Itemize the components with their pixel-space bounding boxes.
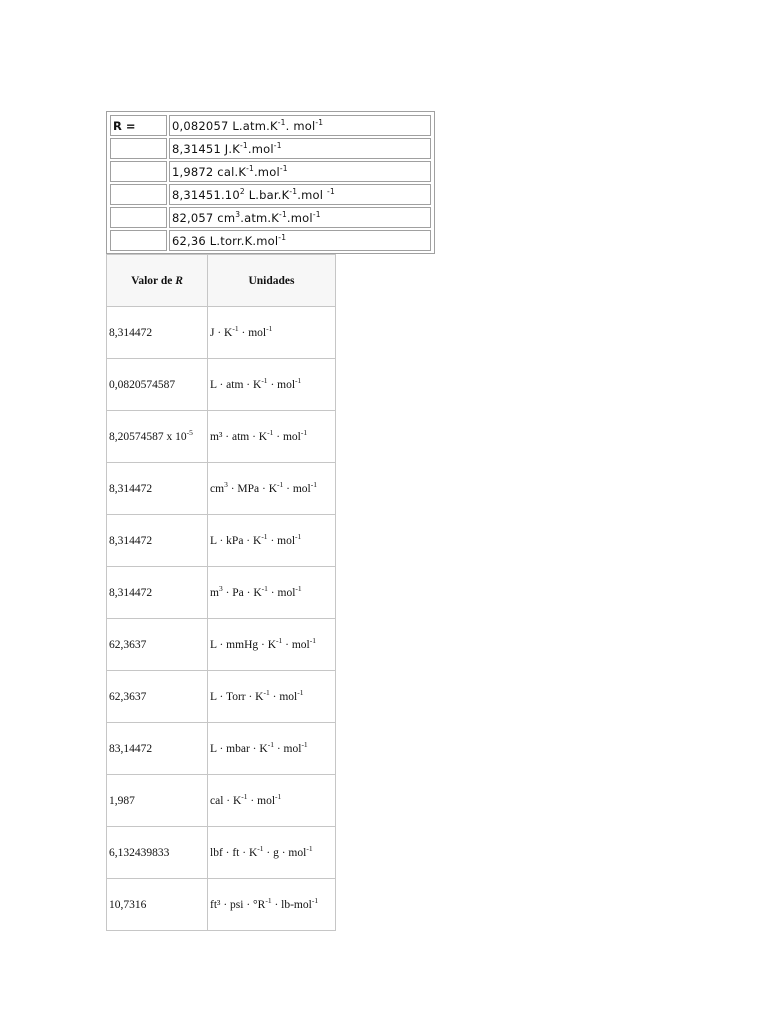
superscript: -1 bbox=[257, 843, 264, 853]
superscript: 3 bbox=[218, 583, 223, 593]
superscript: -1 bbox=[295, 375, 302, 385]
superscript: -1 bbox=[240, 140, 248, 150]
superscript: -1 bbox=[276, 635, 283, 645]
superscript: -1 bbox=[275, 791, 282, 801]
text-segment: · mol bbox=[269, 690, 298, 703]
text-segment: 6,132439833 bbox=[109, 846, 170, 859]
text-segment: · mol bbox=[267, 378, 296, 391]
text-segment: L.bar.K bbox=[244, 187, 290, 202]
text-segment: 62,3637 bbox=[109, 690, 147, 703]
superscript: -1 bbox=[267, 739, 274, 749]
r-constant-value bbox=[169, 207, 431, 228]
text-segment: .mol bbox=[247, 141, 274, 156]
table-row bbox=[107, 827, 336, 879]
r-label-empty bbox=[110, 138, 167, 159]
r-label: R = bbox=[110, 115, 167, 136]
superscript: -1 bbox=[295, 583, 302, 593]
r-value-cell bbox=[107, 515, 208, 567]
superscript: -1 bbox=[301, 739, 308, 749]
table-row bbox=[107, 515, 336, 567]
r-value-cell bbox=[107, 671, 208, 723]
text-segment: .atm.K bbox=[240, 210, 280, 225]
units-cell bbox=[208, 307, 336, 359]
text-segment: · mol bbox=[273, 430, 301, 443]
text-segment: 8,31451 J.K bbox=[172, 141, 240, 156]
units-cell bbox=[208, 671, 336, 723]
text-segment: 8,31451.10 bbox=[172, 187, 240, 202]
superscript: -1 bbox=[310, 479, 317, 489]
superscript: 2 bbox=[239, 186, 245, 196]
r-value-cell bbox=[107, 827, 208, 879]
r-row bbox=[110, 184, 431, 205]
superscript: -1 bbox=[297, 687, 304, 697]
text-segment: 0,082057 L.atm.K bbox=[172, 118, 278, 133]
r-value-cell bbox=[107, 411, 208, 463]
text-segment: lbf · ft · K bbox=[210, 846, 258, 859]
r-constant-value bbox=[169, 161, 431, 182]
table-row bbox=[107, 307, 336, 359]
header-row bbox=[107, 255, 336, 307]
r-label-empty bbox=[110, 207, 167, 228]
table-row bbox=[107, 723, 336, 775]
superscript: -1 bbox=[327, 186, 335, 196]
text-segment: L · Torr · K bbox=[210, 690, 264, 703]
text-segment: L · mmHg · K bbox=[210, 638, 277, 651]
text-segment: 8,314472 bbox=[109, 482, 153, 495]
units-cell bbox=[208, 359, 336, 411]
text-segment: 1,9872 cal.K bbox=[172, 164, 247, 179]
text-segment: 62,36 L.torr.K.mol bbox=[172, 233, 279, 248]
superscript: -1 bbox=[277, 117, 286, 127]
text-segment: .mol bbox=[253, 164, 280, 179]
text-segment: · mol bbox=[247, 794, 276, 807]
text-segment: · MPa · K bbox=[227, 482, 278, 495]
text-segment: · mol bbox=[238, 326, 267, 339]
units-cell bbox=[208, 463, 336, 515]
r-value-cell bbox=[107, 879, 208, 931]
text-segment: 8,314472 bbox=[109, 326, 153, 339]
r-label-empty bbox=[110, 161, 167, 182]
text-segment: .mol bbox=[286, 210, 313, 225]
superscript: -1 bbox=[265, 895, 272, 905]
text-segment: · mol bbox=[267, 534, 296, 547]
text-segment: L · atm · K bbox=[210, 378, 262, 391]
r-values-table bbox=[106, 254, 336, 931]
r-value-cell bbox=[107, 463, 208, 515]
text-segment: m bbox=[210, 586, 219, 599]
superscript: -1 bbox=[279, 209, 287, 219]
superscript: -1 bbox=[261, 375, 268, 385]
superscript: -1 bbox=[241, 791, 248, 801]
table-row bbox=[107, 775, 336, 827]
superscript: -1 bbox=[246, 163, 254, 173]
superscript: -1 bbox=[295, 531, 302, 541]
header-units: Unidades bbox=[208, 255, 336, 307]
units-cell bbox=[208, 775, 336, 827]
text-segment: cal · K bbox=[210, 794, 242, 807]
r-row bbox=[110, 161, 431, 182]
text-segment: 1,987 bbox=[109, 794, 135, 807]
r-constant-value bbox=[169, 230, 431, 251]
r-value-cell bbox=[107, 359, 208, 411]
table-row bbox=[107, 619, 336, 671]
superscript: -1 bbox=[273, 140, 282, 150]
superscript: 3 bbox=[224, 479, 228, 489]
table-row bbox=[107, 879, 336, 931]
text-segment: 10,7316 bbox=[109, 898, 147, 911]
text-segment: 8,20574587 x 10 bbox=[109, 430, 187, 443]
units-cell bbox=[208, 515, 336, 567]
text-segment: .mol bbox=[297, 187, 328, 202]
superscript: -1 bbox=[289, 186, 298, 196]
text-segment: J · K bbox=[210, 326, 233, 339]
r-value-cell bbox=[107, 307, 208, 359]
superscript: -1 bbox=[261, 531, 268, 541]
superscript: -1 bbox=[311, 895, 319, 905]
superscript: -1 bbox=[309, 635, 316, 645]
text-segment: 8,314472 bbox=[109, 534, 153, 547]
r-value-cell bbox=[107, 775, 208, 827]
table-row bbox=[107, 567, 336, 619]
superscript: -1 bbox=[266, 323, 273, 333]
r-row bbox=[110, 138, 431, 159]
text-segment: 0,0820574587 bbox=[109, 378, 176, 391]
units-cell bbox=[208, 411, 336, 463]
units-cell bbox=[208, 827, 336, 879]
superscript: -1 bbox=[312, 209, 321, 219]
table-row bbox=[107, 463, 336, 515]
text-segment: · mol bbox=[273, 742, 302, 755]
r-row bbox=[110, 230, 431, 251]
text-segment: 62,3637 bbox=[109, 638, 147, 651]
r-constant-value bbox=[169, 138, 431, 159]
superscript: -1 bbox=[315, 117, 324, 127]
text-segment: cm bbox=[210, 482, 225, 495]
units-cell bbox=[208, 879, 336, 931]
text-segment: L · mbar · K bbox=[210, 742, 268, 755]
superscript: -1 bbox=[232, 323, 239, 333]
superscript: -1 bbox=[267, 427, 274, 437]
table-row bbox=[107, 411, 336, 463]
superscript: 3 bbox=[235, 209, 241, 219]
text-segment: 8,314472 bbox=[109, 586, 153, 599]
text-segment: · mol bbox=[267, 586, 296, 599]
text-segment: ft³ · psi · °R bbox=[210, 898, 266, 911]
text-segment: · g · mol bbox=[263, 846, 307, 859]
r-value-cell bbox=[107, 723, 208, 775]
r-constants-table bbox=[106, 111, 435, 254]
table-row bbox=[107, 671, 336, 723]
units-cell bbox=[208, 619, 336, 671]
text-segment: . mol bbox=[285, 118, 316, 133]
text-segment: · lb-mol bbox=[271, 898, 312, 911]
text-segment: · mol bbox=[283, 482, 311, 495]
text-segment: · Pa · K bbox=[222, 586, 262, 599]
superscript: -1 bbox=[277, 479, 284, 489]
superscript: -1 bbox=[263, 687, 270, 697]
r-row bbox=[110, 207, 431, 228]
superscript: -1 bbox=[278, 232, 287, 242]
superscript: -1 bbox=[261, 583, 268, 593]
table-row bbox=[107, 359, 336, 411]
units-cell bbox=[208, 567, 336, 619]
header-value: Valor de R bbox=[107, 255, 208, 307]
superscript: -1 bbox=[279, 163, 288, 173]
r-constant-value bbox=[169, 115, 431, 136]
r-value-cell bbox=[107, 567, 208, 619]
superscript: -1 bbox=[300, 427, 308, 437]
units-cell bbox=[208, 723, 336, 775]
r-value-cell bbox=[107, 619, 208, 671]
r-row bbox=[110, 115, 431, 136]
r-constant-value bbox=[169, 184, 431, 205]
r-label-empty bbox=[110, 230, 167, 251]
text-segment: L · kPa · K bbox=[210, 534, 262, 547]
superscript: -1 bbox=[306, 843, 313, 853]
r-label-empty bbox=[110, 184, 167, 205]
text-segment: 83,14472 bbox=[109, 742, 153, 755]
text-segment: · mol bbox=[282, 638, 310, 651]
superscript: -5 bbox=[186, 427, 193, 437]
text-segment: 82,057 cm bbox=[172, 210, 236, 225]
text-segment: m³ · atm · K bbox=[210, 430, 268, 443]
